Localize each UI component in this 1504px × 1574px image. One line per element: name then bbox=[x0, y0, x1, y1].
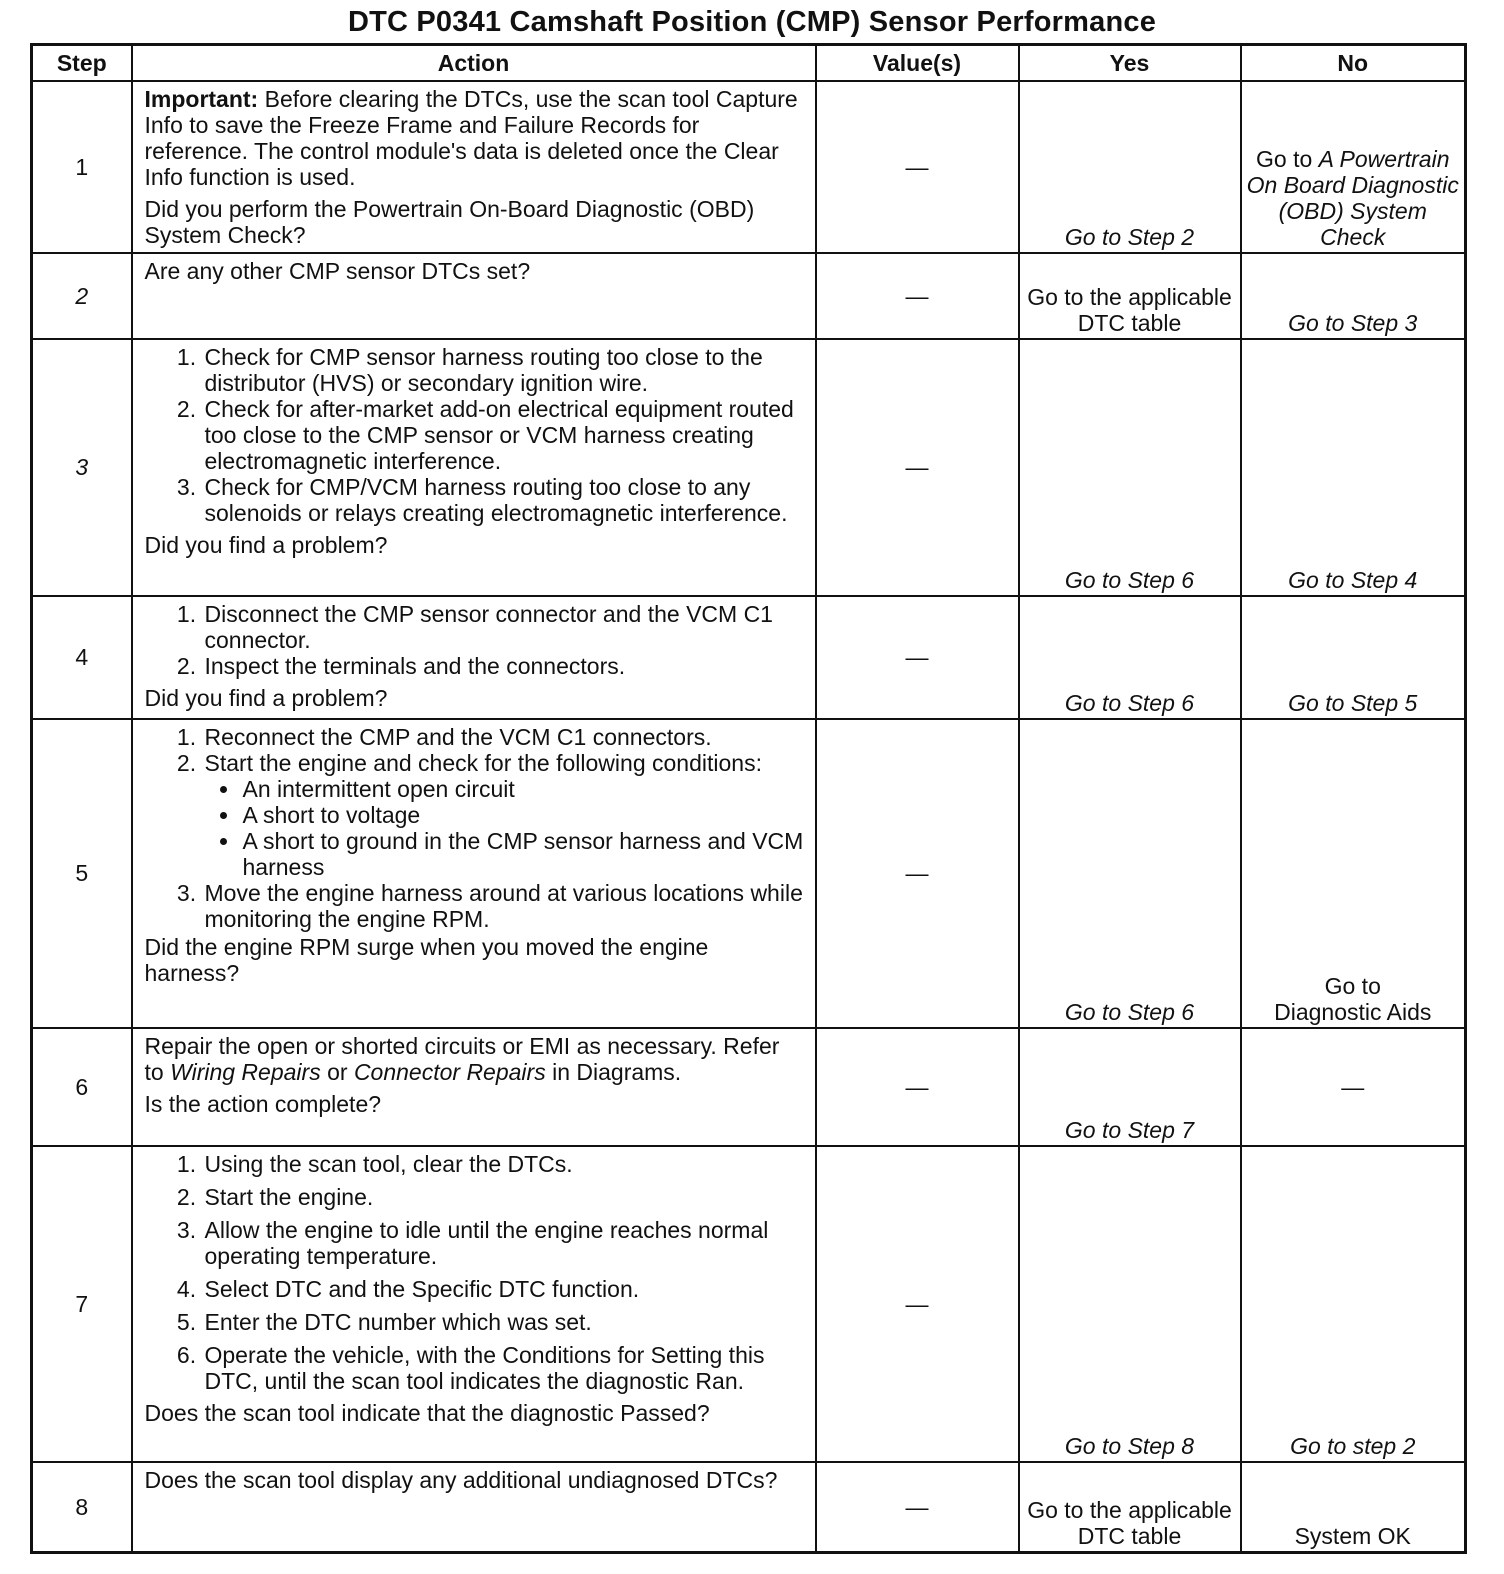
procedure-item bbox=[203, 750, 805, 880]
step-question: Did you perform the Powertrain On-Board Diagnostic (OBD) System Check? bbox=[144, 196, 755, 248]
procedure-list bbox=[145, 601, 805, 679]
no-action-line: Go to bbox=[1324, 972, 1381, 999]
step-question: Did you find a problem? bbox=[144, 532, 388, 559]
procedure-list bbox=[145, 724, 805, 932]
header-no: No bbox=[1241, 45, 1466, 82]
procedure-item: 1. Check for CMP sensor harness routing too close to the distributor (HVS) or secondary ignition wire. bbox=[203, 344, 805, 396]
step-question: Did you find a problem? bbox=[144, 684, 388, 711]
important-text: Before clearing the DTCs, use the scan tool Capture Info to save the Freeze Frame and Failure Records for reference. The control module's data is deleted once the Clear Info function is used. bbox=[144, 86, 798, 190]
procedure-item: 4. Select DTC and the Specific DTC function. bbox=[203, 1276, 805, 1302]
procedure-item: 5. Enter the DTC number which was set. bbox=[203, 1309, 805, 1335]
no-action bbox=[1241, 719, 1466, 1028]
no-action: Go to Step 4 bbox=[1241, 339, 1466, 595]
page-title: DTC P0341 Camshaft Position (CMP) Sensor Performance bbox=[347, 6, 1157, 38]
procedure-item: 2. Check for after-market add-on electrical equipment routed too close to the CMP sensor or VCM harness creating electromagnetic interference. bbox=[203, 396, 805, 474]
procedure-item: 2. Inspect the terminals and the connectors. bbox=[203, 653, 805, 679]
yes-action: Go to the applicable DTC table bbox=[1019, 253, 1241, 339]
connector-repairs-reference: Connector Repairs bbox=[353, 1058, 546, 1085]
value-cell: — bbox=[816, 1146, 1019, 1462]
condition-item: • A short to voltage bbox=[241, 802, 805, 828]
header-step: Step bbox=[32, 45, 132, 82]
procedure-item: 6. Operate the vehicle, with the Conditions for Setting this DTC, until the scan tool indicates the diagnostic Ran. bbox=[203, 1342, 805, 1394]
procedure-list bbox=[145, 1151, 805, 1394]
procedure-item: 1. Using the scan tool, clear the DTCs. bbox=[203, 1151, 805, 1177]
table-row bbox=[32, 1146, 1466, 1462]
table-row bbox=[32, 1028, 1466, 1146]
important-note bbox=[145, 86, 805, 190]
instruction-text: or bbox=[320, 1058, 354, 1085]
step-question: Are any other CMP sensor DTCs set? bbox=[132, 253, 816, 339]
procedure-item: 2. Start the engine. bbox=[203, 1184, 805, 1210]
step-number: 8 bbox=[32, 1462, 132, 1552]
condition-item: • A short to ground in the CMP sensor harness and VCM harness bbox=[241, 828, 805, 880]
table-row bbox=[32, 253, 1466, 339]
no-action bbox=[1241, 81, 1466, 253]
no-action-reference: A Powertrain On Board Diagnostic (OBD) System Check bbox=[1246, 146, 1459, 251]
procedure-item: 3. Check for CMP/VCM harness routing too close to any solenoids or relays creating electromagnetic interference. bbox=[203, 474, 805, 526]
procedure-item: 1. Disconnect the CMP sensor connector and the VCM C1 connector. bbox=[203, 601, 805, 653]
no-action: Go to Step 3 bbox=[1241, 253, 1466, 339]
yes-action: Go to Step 6 bbox=[1019, 339, 1241, 595]
action-cell bbox=[132, 81, 816, 253]
yes-action: Go to Step 8 bbox=[1019, 1146, 1241, 1462]
value-cell: — bbox=[816, 81, 1019, 253]
step-question: Does the scan tool indicate that the diagnostic Passed? bbox=[144, 1400, 710, 1427]
table-row bbox=[32, 339, 1466, 595]
important-label: Important: bbox=[144, 86, 259, 112]
yes-action: Go to Step 2 bbox=[1019, 81, 1241, 253]
no-action: Go to Step 5 bbox=[1241, 596, 1466, 719]
wiring-repairs-reference: Wiring Repairs bbox=[170, 1058, 321, 1085]
value-cell: — bbox=[816, 1028, 1019, 1146]
repair-instruction bbox=[145, 1033, 805, 1085]
action-cell bbox=[132, 719, 816, 1028]
step-question: Does the scan tool display any additional undiagnosed DTCs? bbox=[132, 1462, 816, 1552]
action-cell bbox=[132, 1028, 816, 1146]
yes-action: Go to Step 6 bbox=[1019, 719, 1241, 1028]
value-cell: — bbox=[816, 1462, 1019, 1552]
value-cell: — bbox=[816, 596, 1019, 719]
yes-action: Go to the applicable DTC table bbox=[1019, 1462, 1241, 1552]
instruction-text: Repair the open or shorted circuits or EMI as necessary. Refer to bbox=[144, 1032, 780, 1085]
action-cell bbox=[132, 339, 816, 595]
step-number: 1 bbox=[32, 81, 132, 253]
no-action-prefix: Go to bbox=[1256, 146, 1319, 173]
instruction-text: in Diagrams. bbox=[545, 1058, 682, 1085]
step-question: Did the engine RPM surge when you moved the engine harness? bbox=[144, 933, 709, 986]
table-row bbox=[32, 719, 1466, 1028]
procedure-item: 3. Allow the engine to idle until the engine reaches normal operating temperature. bbox=[203, 1217, 805, 1269]
procedure-item: 3. Move the engine harness around at various locations while monitoring the engine RPM. bbox=[203, 880, 805, 932]
header-values: Value(s) bbox=[816, 45, 1019, 82]
table-row bbox=[32, 596, 1466, 719]
condition-item: • An intermittent open circuit bbox=[241, 776, 805, 802]
header-row bbox=[32, 45, 1466, 82]
step-number: 2 bbox=[32, 253, 132, 339]
table-row bbox=[32, 81, 1466, 253]
no-action-line: Diagnostic Aids bbox=[1274, 998, 1432, 1025]
procedure-item: 1. Reconnect the CMP and the VCM C1 connectors. bbox=[203, 724, 805, 750]
diagnostic-table bbox=[30, 43, 1467, 1554]
value-cell: — bbox=[816, 253, 1019, 339]
no-action: Go to step 2 bbox=[1241, 1146, 1466, 1462]
header-action: Action bbox=[132, 45, 816, 82]
condition-list bbox=[205, 776, 805, 880]
action-cell bbox=[132, 1146, 816, 1462]
procedure-list bbox=[145, 344, 805, 526]
step-number: 5 bbox=[32, 719, 132, 1028]
yes-action: Go to Step 6 bbox=[1019, 596, 1241, 719]
step-number: 6 bbox=[32, 1028, 132, 1146]
value-cell: — bbox=[816, 719, 1019, 1028]
step-number: 7 bbox=[32, 1146, 132, 1462]
procedure-item-text: Start the engine and check for the following conditions: bbox=[204, 749, 762, 776]
value-cell: — bbox=[816, 339, 1019, 595]
yes-action: Go to Step 7 bbox=[1019, 1028, 1241, 1146]
no-action: System OK bbox=[1241, 1462, 1466, 1552]
step-number: 3 bbox=[32, 339, 132, 595]
no-action: — bbox=[1241, 1028, 1466, 1146]
action-cell bbox=[132, 596, 816, 719]
table-row bbox=[32, 1462, 1466, 1552]
header-yes: Yes bbox=[1019, 45, 1241, 82]
step-question: Is the action complete? bbox=[144, 1090, 382, 1117]
step-number: 4 bbox=[32, 596, 132, 719]
